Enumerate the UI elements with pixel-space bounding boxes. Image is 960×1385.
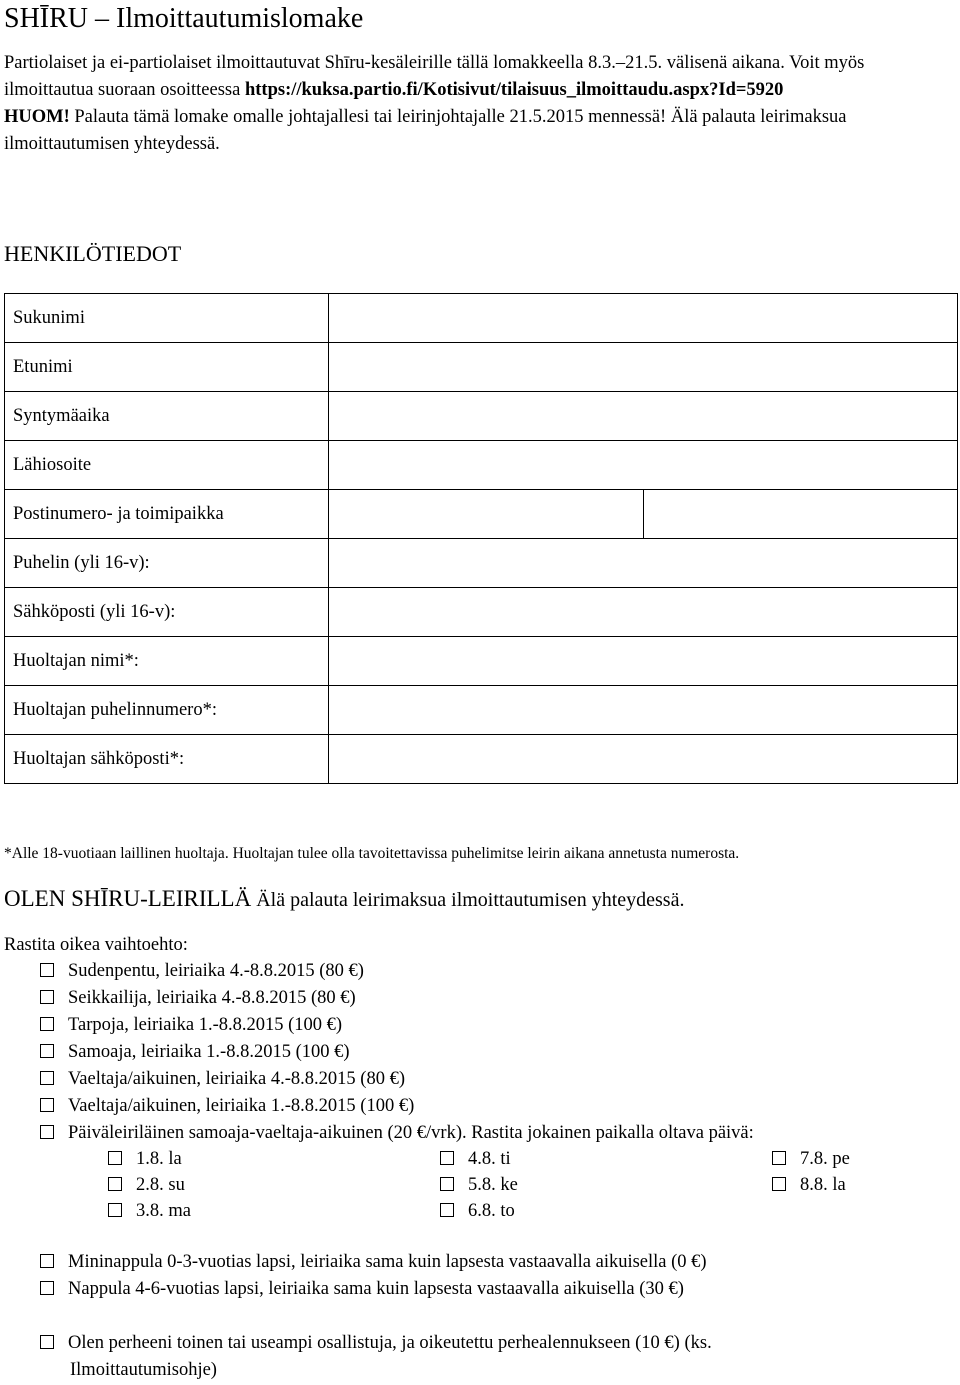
toimipaikka-input[interactable]	[643, 490, 958, 539]
field-label: Huoltajan puhelinnumero*:	[5, 686, 329, 735]
field-label: Huoltajan nimi*:	[5, 637, 329, 686]
checkbox-icon[interactable]	[108, 1177, 122, 1191]
checkbox-icon[interactable]	[40, 1254, 54, 1268]
option-perhealennus[interactable]	[40, 1330, 712, 1356]
checkbox-icon[interactable]	[40, 1044, 54, 1058]
checkbox-icon[interactable]	[40, 990, 54, 1004]
syntymaaika-input[interactable]	[329, 392, 958, 441]
option-nappula[interactable]	[40, 1276, 684, 1302]
day-8-8[interactable]	[772, 1172, 846, 1198]
checkbox-icon[interactable]	[40, 1071, 54, 1085]
field-label: Sukunimi	[5, 294, 329, 343]
checkbox-icon[interactable]	[40, 963, 54, 977]
option-seikkailija[interactable]	[40, 985, 356, 1011]
day-label: 7.8. pe	[800, 1149, 850, 1169]
option-tarpoja[interactable]	[40, 1012, 342, 1038]
day-5-8[interactable]	[440, 1172, 518, 1198]
registration-link[interactable]: https://kuksa.partio.fi/Kotisivut/tilaisuus_ilmoittaudu.aspx?Id=5920	[244, 80, 784, 100]
intro-text	[4, 50, 954, 158]
footnote: *Alle 18-vuotiaan laillinen huoltaja. Huoltajan tulee olla tavoitettavissa puhelimitse leirin aikana annetusta numerosta.	[4, 845, 740, 862]
day-label: 3.8. ma	[136, 1201, 191, 1221]
day-1-8[interactable]	[108, 1146, 182, 1172]
instruction-text: Rastita oikea vaihtoehto:	[4, 935, 188, 955]
day-label: 8.8. la	[800, 1175, 846, 1195]
field-row-huoltajan-nimi	[5, 637, 958, 686]
option-sudenpentu[interactable]	[40, 958, 364, 984]
huom-text: Palauta tämä lomake omalle johtajallesi tai leirinjohtajalle 21.5.2015 mennessä! Älä palauta leirimaksua ilmoittautumisen yhteydessä.	[4, 107, 847, 154]
day-4-8[interactable]	[440, 1146, 511, 1172]
option-vaeltaja-4-8[interactable]	[40, 1066, 405, 1092]
huoltajan-sahkoposti-input[interactable]	[329, 735, 958, 784]
field-label: Huoltajan sähköposti*:	[5, 735, 329, 784]
checkbox-icon[interactable]	[40, 1335, 54, 1349]
field-label: Etunimi	[5, 343, 329, 392]
day-label: 1.8. la	[136, 1149, 182, 1169]
day-label: 4.8. ti	[468, 1149, 511, 1169]
option-label: Sudenpentu, leiriaika 4.-8.8.2015 (80 €)	[68, 961, 364, 981]
option-label: Nappula 4-6-vuotias lapsi, leiriaika sama kuin lapsesta vastaavalla aikuisella (30 €)	[68, 1279, 684, 1299]
option-paivaleirilainen[interactable]	[40, 1120, 754, 1146]
olen-text: Älä palauta leirimaksua ilmoittautumisen yhteydessä.	[256, 889, 685, 911]
option-label: Mininappula 0-3-vuotias lapsi, leiriaika sama kuin lapsesta vastaavalla aikuisella (0 €)	[68, 1252, 707, 1272]
field-row-sukunimi	[5, 294, 958, 343]
day-6-8[interactable]	[440, 1198, 515, 1224]
field-label: Lähiosoite	[5, 441, 329, 490]
day-2-8[interactable]	[108, 1172, 185, 1198]
intro-line: Partiolaiset ja ei-partiolaiset ilmoittautuvat Shīru-kesäleirille tällä lomakkeella 8.3.–21.5. välisenä aikana. Voit myös ilmoittautua suoraan osoitteessa	[4, 53, 865, 100]
checkbox-icon[interactable]	[440, 1177, 454, 1191]
option-label: Vaeltaja/aikuinen, leiriaika 4.-8.8.2015 (80 €)	[68, 1069, 406, 1089]
option-samoaja[interactable]	[40, 1039, 350, 1065]
option-label: Tarpoja, leiriaika 1.-8.8.2015 (100 €)	[68, 1015, 343, 1035]
checkbox-icon[interactable]	[772, 1177, 786, 1191]
checkbox-icon[interactable]	[440, 1203, 454, 1217]
day-label: 6.8. to	[468, 1201, 515, 1221]
field-row-sahkoposti	[5, 588, 958, 637]
field-row-huoltajan-puhelin	[5, 686, 958, 735]
day-7-8[interactable]	[772, 1146, 850, 1172]
option-label: Päiväleiriläinen samoaja-vaeltaja-aikuinen (20 €/vrk). Rastita jokainen paikalla oltava päivä:	[68, 1123, 754, 1143]
sukunimi-input[interactable]	[329, 294, 958, 343]
section-title: HENKILÖTIEDOT	[4, 241, 182, 266]
option-vaeltaja-1-8[interactable]	[40, 1093, 414, 1119]
olen-heading: OLEN SHĪRU-LEIRILLÄ	[4, 886, 252, 911]
field-row-syntymaaika	[5, 392, 958, 441]
checkbox-icon[interactable]	[108, 1151, 122, 1165]
option-label: Samoaja, leiriaika 1.-8.8.2015 (100 €)	[68, 1042, 350, 1062]
field-row-puhelin	[5, 539, 958, 588]
field-row-huoltajan-sahkoposti	[5, 735, 958, 784]
lahiosoite-input[interactable]	[329, 441, 958, 490]
field-label: Puhelin (yli 16-v):	[5, 539, 329, 588]
huom-label: HUOM!	[4, 107, 70, 127]
field-row-postinumero	[5, 490, 958, 539]
checkbox-icon[interactable]	[40, 1017, 54, 1031]
option-label: Vaeltaja/aikuinen, leiriaika 1.-8.8.2015 (100 €)	[68, 1096, 415, 1116]
checkbox-icon[interactable]	[40, 1125, 54, 1139]
option-mininappula[interactable]	[40, 1249, 707, 1275]
postinumero-input[interactable]	[329, 490, 644, 539]
page-title: SHĪRU – Ilmoittautumislomake	[4, 3, 364, 34]
field-row-lahiosoite	[5, 441, 958, 490]
day-label: 2.8. su	[136, 1175, 185, 1195]
sahkoposti-input[interactable]	[329, 588, 958, 637]
etunimi-input[interactable]	[329, 343, 958, 392]
field-label: Sähköposti (yli 16-v):	[5, 588, 329, 637]
field-label: Syntymäaika	[5, 392, 329, 441]
field-label: Postinumero- ja toimipaikka	[5, 490, 329, 539]
huoltajan-nimi-input[interactable]	[329, 637, 958, 686]
day-3-8[interactable]	[108, 1198, 191, 1224]
puhelin-input[interactable]	[329, 539, 958, 588]
option-label: Seikkailija, leiriaika 4.-8.8.2015 (80 €)	[68, 988, 356, 1008]
field-row-etunimi	[5, 343, 958, 392]
day-label: 5.8. ke	[468, 1175, 518, 1195]
checkbox-icon[interactable]	[108, 1203, 122, 1217]
option-label: Olen perheeni toinen tai useampi osallistuja, ja oikeutettu perhealennukseen (10 €) (ks.	[68, 1333, 712, 1353]
option-perhealennus-continued: Ilmoittautumisohje)	[70, 1360, 217, 1380]
checkbox-icon[interactable]	[40, 1281, 54, 1295]
olen-section-heading	[4, 884, 684, 915]
checkbox-icon[interactable]	[40, 1098, 54, 1112]
checkbox-icon[interactable]	[772, 1151, 786, 1165]
huoltajan-puhelin-input[interactable]	[329, 686, 958, 735]
checkbox-icon[interactable]	[440, 1151, 454, 1165]
personal-info-table	[4, 293, 958, 784]
